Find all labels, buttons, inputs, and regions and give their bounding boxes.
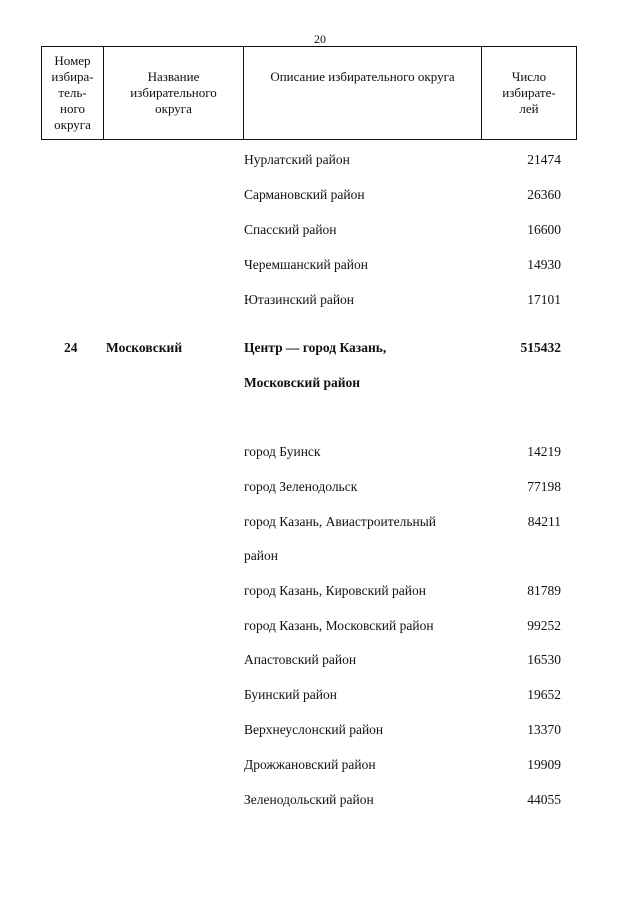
district-name: Буинский район	[244, 687, 337, 702]
district-voters: 19652	[527, 687, 561, 702]
okrug-number: 24	[64, 340, 78, 355]
district-voters: 14219	[527, 444, 561, 459]
district-voters: 81789	[527, 583, 561, 598]
district-name: Апастовский район	[244, 652, 357, 667]
district-name: город Казань, Московский район	[244, 618, 434, 633]
district-voters: 84211	[527, 514, 561, 529]
district-name: Сармановский район	[244, 187, 365, 202]
okrug-name: Московский	[106, 340, 183, 355]
district-name: Зеленодольский район	[244, 792, 374, 807]
district-name: Верхнеуслонский район	[244, 722, 384, 737]
page-number: 20	[314, 32, 326, 46]
district-name: Черемшанский район	[244, 257, 368, 272]
header-okrug-name: Название избирательного округа	[104, 47, 244, 140]
table-header	[41, 46, 577, 140]
okrug-voters-total: 515432	[520, 340, 561, 355]
district-voters: 16530	[527, 652, 561, 667]
district-name: Спасский район	[244, 222, 337, 237]
district-name: город Буинск	[244, 444, 321, 459]
district-name: город Казань, Кировский район	[244, 583, 426, 598]
district-voters: 21474	[527, 152, 561, 167]
district-voters: 14930	[527, 257, 561, 272]
district-voters: 17101	[527, 292, 561, 307]
district-voters: 16600	[527, 222, 561, 237]
district-name: Дрожжановский район	[244, 757, 376, 772]
district-name: Нурлатский район	[244, 152, 350, 167]
district-name: Ютазинский район	[244, 292, 355, 307]
district-name: город Зеленодольск	[244, 479, 358, 494]
okrug-center-continued: Московский район	[244, 375, 361, 390]
district-voters: 77198	[527, 479, 561, 494]
district-voters: 99252	[527, 618, 561, 633]
header-voters-count: Число избирате- лей	[482, 47, 577, 140]
district-voters: 44055	[527, 792, 561, 807]
district-voters: 26360	[527, 187, 561, 202]
header-okrug-description: Описание избирательного округа	[244, 47, 482, 140]
district-voters: 13370	[527, 722, 561, 737]
district-voters: 19909	[527, 757, 561, 772]
district-name-continued: район	[244, 548, 278, 563]
header-okrug-number: Номер избира- тель- ного округа	[42, 47, 104, 140]
district-name: город Казань, Авиастроительный	[244, 514, 437, 529]
okrug-center: Центр — город Казань,	[244, 340, 387, 355]
